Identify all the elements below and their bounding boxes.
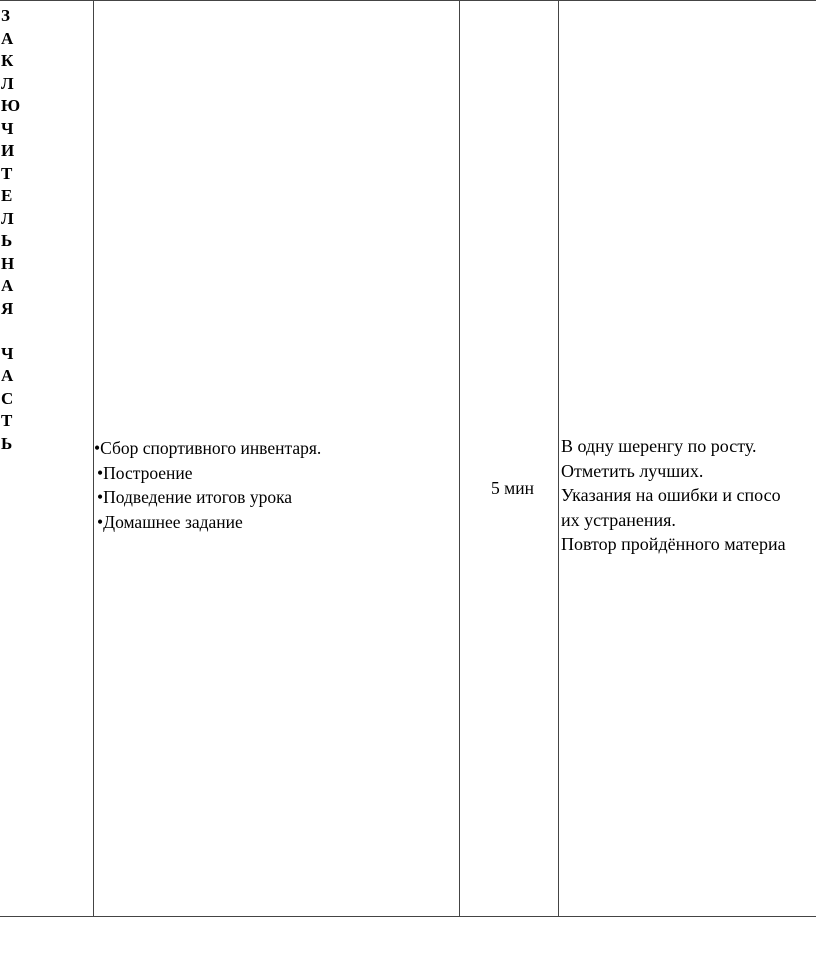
guidance-line: Отметить лучших. bbox=[561, 460, 704, 481]
duration-cell bbox=[460, 1, 557, 914]
activity-item: •Домашнее задание bbox=[97, 511, 243, 532]
stage-letter: Ю bbox=[1, 96, 21, 115]
stage-letter: А bbox=[1, 366, 14, 385]
activity-item: •Подведение итогов урока bbox=[97, 487, 293, 507]
stage-letter: Л bbox=[1, 208, 14, 228]
stage-letter: Н bbox=[1, 253, 15, 273]
activities-cell bbox=[94, 1, 459, 914]
guidance-text bbox=[561, 434, 786, 557]
duration-value: 5 мин bbox=[491, 478, 534, 498]
stage-letter bbox=[1, 320, 20, 343]
activity-item: •Сбор спортивного инвентаря. bbox=[94, 438, 322, 458]
stage-letter: Я bbox=[1, 298, 14, 318]
guidance-line: их устранения. bbox=[561, 509, 676, 530]
stage-letter: И bbox=[1, 141, 15, 160]
stage-letter: Е bbox=[1, 186, 13, 205]
activity-list bbox=[94, 436, 321, 534]
stage-cell bbox=[0, 1, 93, 914]
guidance-line: Указания на ошибки и спосо bbox=[561, 485, 781, 505]
guidance-line: В одну шеренгу по росту. bbox=[561, 436, 757, 456]
stage-letter: Ь bbox=[1, 433, 13, 453]
stage-letter: С bbox=[1, 388, 14, 408]
stage-title-vertical bbox=[1, 5, 20, 455]
stage-letter: Ч bbox=[1, 343, 14, 363]
guidance-cell bbox=[559, 1, 816, 914]
stage-letter: Т bbox=[1, 411, 13, 430]
guidance-line: Повтор пройдённого материа bbox=[561, 534, 786, 554]
stage-letter: А bbox=[1, 28, 14, 48]
stage-letter: Ь bbox=[1, 231, 13, 250]
stage-letter: А bbox=[1, 276, 14, 295]
stage-letter: Ч bbox=[1, 118, 14, 138]
activity-item: •Построение bbox=[97, 462, 193, 483]
stage-letter: Л bbox=[1, 73, 14, 93]
stage-letter: Т bbox=[1, 163, 13, 183]
stage-letter: З bbox=[1, 6, 10, 25]
stage-letter: К bbox=[1, 51, 14, 70]
